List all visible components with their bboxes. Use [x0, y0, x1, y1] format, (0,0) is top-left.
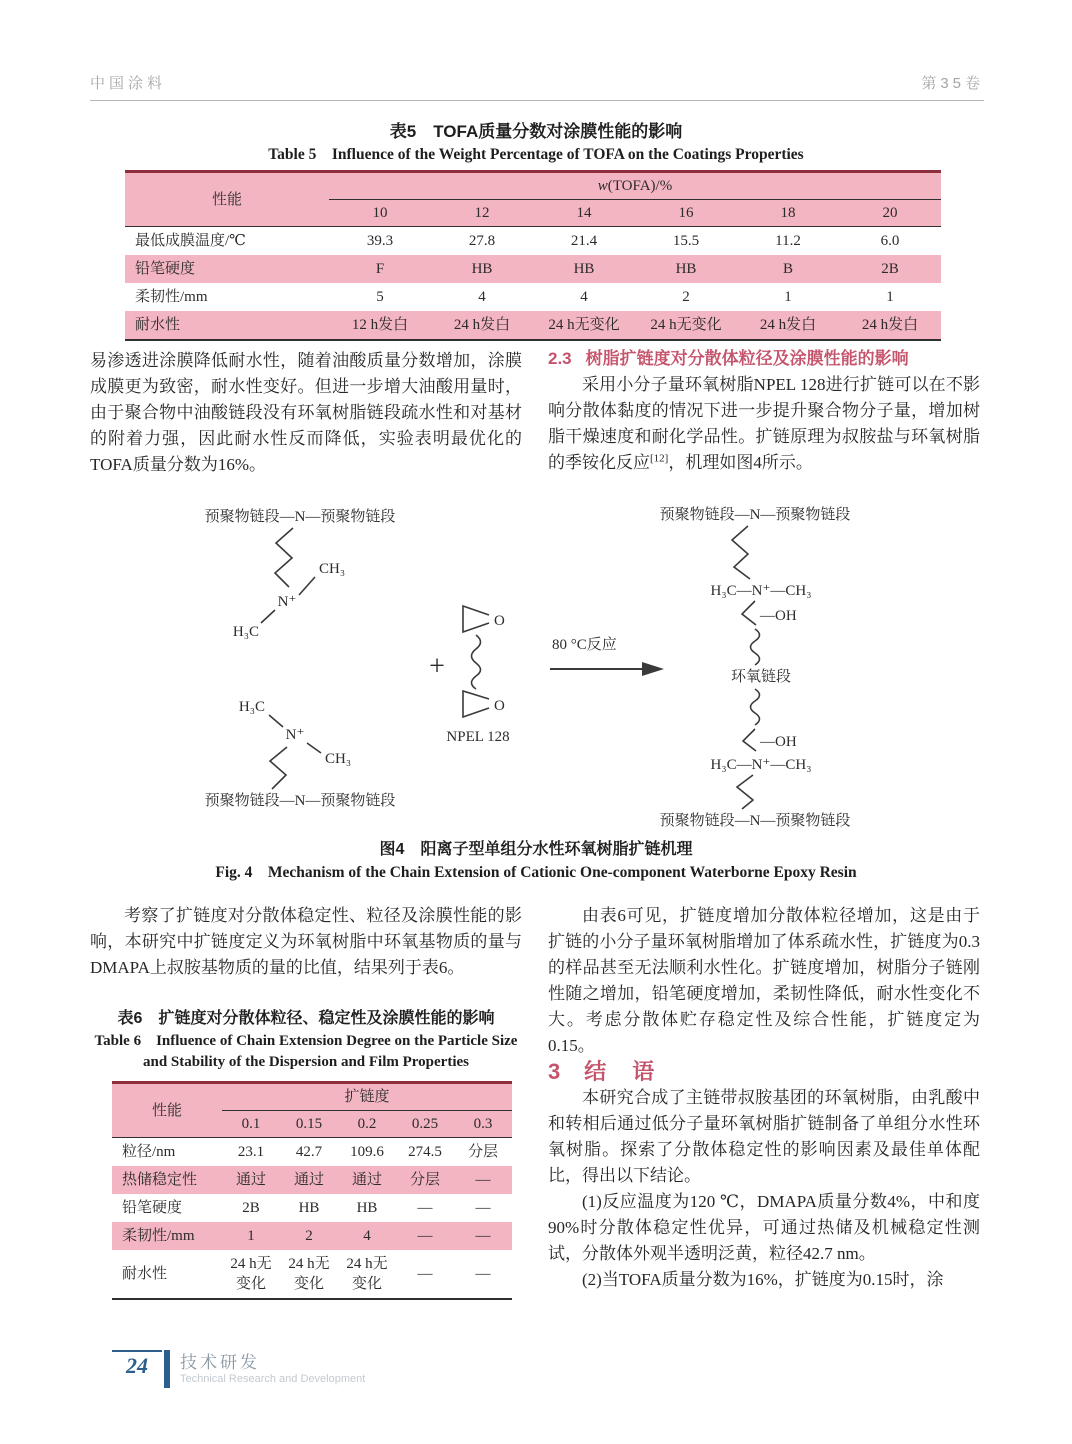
table-row: [125, 255, 941, 283]
table-cell: 24 h无 变化: [288, 1256, 330, 1292]
table-cell: 274.5: [408, 1144, 442, 1160]
npel-128-structure: [446, 606, 509, 745]
table6-title-zh: 表6 扩链度对分散体粒径、稳定性及涂膜性能的影响: [117, 1010, 495, 1027]
table-body: [112, 1138, 512, 1300]
table-row: [125, 227, 941, 256]
conclusion-heading: [548, 1059, 980, 1085]
svg-text:N⁺: N⁺: [285, 727, 305, 743]
footer-column-en: Technical Research and Development: [180, 1373, 366, 1385]
table-cell: —: [417, 1200, 433, 1216]
table6-title-en: Table 6 Influence of Chain Extension Degree on the Particle Size and Stability of the Dispersion and Film Properties: [94, 1033, 518, 1070]
svg-text:CH₃: CH₃: [325, 751, 352, 767]
table-cell: 分层: [396, 1166, 454, 1194]
table-cell: 15.5: [672, 233, 700, 249]
table-cell: 24 h无变化: [533, 311, 635, 340]
table-cell: F: [329, 255, 431, 283]
figure-caption-en: Fig. 4 Mechanism of the Chain Extension of Cationic One-component Waterborne Epoxy Resin: [215, 864, 857, 881]
table-row-label: 铅笔硬度: [122, 1200, 183, 1216]
table-cell: 4: [478, 289, 486, 305]
section-title: 树脂扩链度对分散体粒径及涂膜性能的影响: [585, 349, 909, 368]
table-column-header: 20: [839, 200, 941, 227]
figure-4-mechanism-diagram: [115, 503, 985, 835]
table5-title-zh: 表5 TOFA质量分数对涂膜性能的影响: [389, 122, 683, 141]
right-column-2: [548, 903, 980, 1293]
reactant-bottom-structure: [205, 699, 396, 809]
table-column-header: 12: [431, 200, 533, 227]
table-cell: 通过: [338, 1166, 396, 1194]
journal-name: 中国涂料: [90, 75, 167, 92]
table-row: [112, 1166, 512, 1194]
table-cell: 11.2: [775, 233, 801, 249]
reaction-arrow: [550, 636, 664, 676]
table-cell: 24 h发白: [839, 311, 941, 340]
table-cell: 23.1: [237, 1144, 265, 1160]
table-cell: 12 h发白: [329, 311, 431, 340]
table-cell: 1: [222, 1222, 280, 1250]
table-cell: HB: [431, 255, 533, 283]
table-cell: HB: [635, 255, 737, 283]
figure-caption-zh: 图4 阳离子型单组分水性环氧树脂扩链机理: [379, 841, 693, 858]
table5-title: [0, 120, 1072, 166]
paragraph: 由表6可见，扩链度增加分散体粒径增加，这是由于扩链的小分子量环氧树脂增加了体系疏水性，扩链度为0.3的样品甚至无法顺利水性化。扩链度增加，树脂分子链刚性随之增加，铅笔硬度增加，柔韧性降低，耐水性变化不大。考虑分散体贮存稳定性及综合性能，扩链度定为0.15。: [548, 906, 980, 1055]
table-cell: 5: [376, 289, 384, 305]
paragraph: 本研究合成了主链带叔胺基团的环氧树脂，由乳酸中和转相后通过低分子量环氧树脂扩链制备了单组分水性环氧树脂。探索了分散体稳定性的影响因素及最佳单体配比，得出以下结论。: [548, 1088, 980, 1185]
svg-text:H₃C: H₃C: [232, 624, 259, 640]
table-cell: —: [475, 1200, 491, 1216]
figure-4-caption: [0, 838, 1072, 884]
table-cell: HB: [298, 1200, 320, 1216]
table-cell: 1: [886, 289, 894, 305]
table6-title: [90, 1007, 522, 1073]
table-cell: 分层: [467, 1144, 498, 1160]
table-cell: 24 h无 变化: [230, 1256, 272, 1292]
volume-label: 第35卷: [921, 75, 984, 92]
table-column-header: 0.2: [338, 1111, 396, 1138]
table-row-label: 粒径/nm: [122, 1144, 176, 1160]
table-cell: 39.3: [366, 233, 394, 249]
footer-column-id: [180, 1350, 365, 1386]
table-cell: 109.6: [350, 1144, 384, 1160]
table-row-label: 耐水性: [122, 1266, 168, 1282]
table-group-header: w(TOFA)/%: [329, 172, 941, 200]
table5-title-en: Table 5 Influence of the Weight Percentage of TOFA on the Coatings Properties: [268, 146, 804, 163]
svg-text:CH₃: CH₃: [319, 561, 346, 577]
svg-text:80 °C反应: 80 °C反应: [552, 637, 617, 653]
paragraph-text: ，机理如图4所示。: [668, 453, 813, 472]
table-column-header: 0.1: [222, 1111, 280, 1138]
table-cell: 4: [338, 1222, 396, 1250]
page-number: 24: [126, 1353, 148, 1378]
table-cell: 42.7: [295, 1144, 323, 1160]
table-cell: —: [417, 1266, 433, 1282]
table-cell: HB: [533, 255, 635, 283]
section-2-3-heading: [548, 346, 980, 372]
table-cell: 4: [580, 289, 588, 305]
table-6: [112, 1081, 512, 1300]
table-cell: 24 h无变化: [635, 311, 737, 340]
table-cell: B: [737, 255, 839, 283]
table-cell: —: [475, 1266, 491, 1282]
paragraph: 易渗透进涂膜降低耐水性，随着油酸质量分数增加，涂膜成膜更为致密，耐水性变好。但进一步增大油酸用量时，由于聚合物中油酸链段没有环氧树脂链段疏水性和对基材的附着力强，因此耐水性反而降低，实验表明最优化的TOFA质量分数为16%。: [90, 351, 522, 474]
table-row: [125, 311, 941, 340]
product-structure: [660, 505, 851, 829]
paragraph: [548, 372, 980, 476]
svg-text:—OH: —OH: [760, 608, 797, 624]
table-cell: 2: [682, 289, 690, 305]
page-footer: [112, 1350, 365, 1388]
table-cell: 6.0: [880, 233, 900, 249]
svg-text:环氧链段: 环氧链段: [730, 669, 792, 685]
table-row-label: 最低成膜温度/℃: [135, 233, 246, 249]
table-column-header: 18: [737, 200, 839, 227]
table-cell: —: [454, 1222, 512, 1250]
table-corner-cell: 性能: [125, 172, 329, 227]
table-column-header: 0.15: [280, 1111, 338, 1138]
table-cell: 通过: [280, 1166, 338, 1194]
paragraph: (1)反应温度为120 ℃，DMAPA质量分数4%，中和度90%时分散体稳定性优异，可通过热储及机械稳定性测试，分散体外观半透明泛黄，粒径42.7 nm。: [548, 1192, 980, 1263]
table-row: [112, 1222, 512, 1250]
svg-text:H₃C: H₃C: [238, 699, 265, 715]
table-header: [112, 1083, 512, 1138]
table-column-header: 16: [635, 200, 737, 227]
left-column-1: [90, 348, 522, 478]
table-header: [125, 172, 941, 227]
citation-superscript: [12]: [650, 452, 669, 465]
paragraph-text: 采用小分子量环氧树脂NPEL 128进行扩链可以在不影响分散体黏度的情况下进一步提升聚合物分子量，增加树脂干燥速度和耐化学品性。扩链原理为叔胺盐与环氧树脂的季铵化反应: [548, 375, 980, 472]
table-row-label: 铅笔硬度: [125, 255, 329, 283]
table-column-header: 10: [329, 200, 431, 227]
table-row: [112, 1250, 512, 1299]
table-cell: 24 h无 变化: [346, 1256, 388, 1292]
section-title: 结 语: [584, 1059, 657, 1084]
running-header: [90, 72, 984, 101]
plus-sign: +: [429, 651, 445, 682]
reactant-top-structure: [205, 507, 396, 640]
section-number: 3: [548, 1059, 563, 1084]
table-row-label: 耐水性: [125, 311, 329, 340]
table-cell: 通过: [222, 1166, 280, 1194]
svg-text:预聚物链段—N—预聚物链段: 预聚物链段—N—预聚物链段: [659, 507, 851, 523]
table-cell: 24 h发白: [431, 311, 533, 340]
svg-text:H₃C—N⁺—CH₃: H₃C—N⁺—CH₃: [710, 757, 812, 773]
table-group-header: 扩链度: [222, 1083, 512, 1111]
page-number-box: [112, 1350, 162, 1379]
footer-divider-bar: [164, 1350, 170, 1388]
table-row: [112, 1138, 512, 1167]
table-row: [112, 1194, 512, 1222]
svg-text:NPEL 128: NPEL 128: [446, 729, 510, 745]
table-cell: —: [454, 1166, 512, 1194]
table-body: [125, 227, 941, 341]
svg-text:—OH: —OH: [760, 734, 797, 750]
table-cell: 21.4: [570, 233, 598, 249]
footer-column-zh: 技术研发: [180, 1353, 260, 1372]
svg-text:O: O: [494, 698, 505, 714]
table-corner-cell: 性能: [112, 1083, 222, 1138]
table-row: [125, 283, 941, 311]
right-column-1: [548, 346, 980, 476]
paragraph: 考察了扩链度对分散体稳定性、粒径及涂膜性能的影响，本研究中扩链度定义为环氧树脂中环氧基物质的量与DMAPA上叔胺基物质的量的比值，结果列于表6。: [90, 906, 522, 977]
svg-text:预聚物链段—N—预聚物链段: 预聚物链段—N—预聚物链段: [204, 509, 396, 525]
table-5: [125, 170, 941, 341]
table-cell: HB: [356, 1200, 378, 1216]
section-number: 2.3: [548, 349, 572, 368]
table-cell: —: [396, 1222, 454, 1250]
table-cell: 1: [784, 289, 792, 305]
table-column-header: 0.3: [454, 1111, 512, 1138]
table-cell: 24 h发白: [737, 311, 839, 340]
svg-text:预聚物链段—N—预聚物链段: 预聚物链段—N—预聚物链段: [204, 793, 396, 809]
paragraph: (2)当TOFA质量分数为16%，扩链度为0.15时，涂: [582, 1270, 944, 1289]
table-cell: 2B: [242, 1200, 260, 1216]
table-row-label: 热储稳定性: [112, 1166, 222, 1194]
figure-4: [115, 503, 985, 835]
svg-text:N⁺: N⁺: [277, 594, 297, 610]
table-column-header: 0.25: [396, 1111, 454, 1138]
table-cell: 2: [280, 1222, 338, 1250]
table-cell: 2B: [839, 255, 941, 283]
svg-text:预聚物链段—N—预聚物链段: 预聚物链段—N—预聚物链段: [659, 813, 851, 829]
table-row-label: 柔韧性/mm: [112, 1222, 222, 1250]
table-row-label: 柔韧性/mm: [135, 289, 208, 305]
table-column-header: 14: [533, 200, 635, 227]
table-cell: 27.8: [468, 233, 496, 249]
left-column-2: [90, 903, 522, 1300]
svg-text:H₃C—N⁺—CH₃: H₃C—N⁺—CH₃: [710, 583, 812, 599]
svg-text:O: O: [494, 613, 505, 629]
